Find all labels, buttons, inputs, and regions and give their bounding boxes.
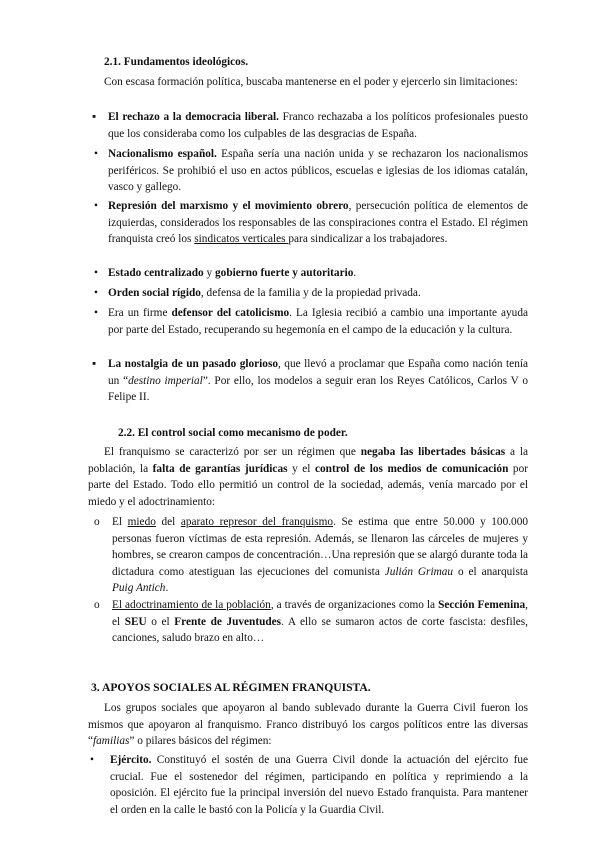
list-item — [94, 597, 528, 647]
list-item — [94, 265, 528, 282]
item-bold: Orden social rígido — [108, 287, 201, 299]
item-bold: El rechazo a la democracia liberal. — [108, 111, 279, 123]
bullet-icon: • — [94, 148, 98, 160]
item-underlined: aparato represor del franquismo — [180, 516, 334, 528]
item-text: Franco rechazaba a los políticos profesionales puesto que los consideraba como los culpables de las desgracias de España. — [108, 111, 528, 140]
para-text: Los grupos sociales que apoyaron al bando sublevado durante la Guerra Civil fueron los mismos que apoyaron al franquismo. Franco distribuyó los cargos políticos entre las diversas “ — [88, 702, 528, 748]
section-2-2-paragraph — [88, 444, 528, 510]
item-bold: Sección Femenina — [438, 599, 526, 611]
item-text-end: ”. Por ello, los modelos a seguir eran los Reyes Católicos, Carlos V o Felipe II. — [108, 374, 529, 404]
item-text: o el — [146, 615, 175, 628]
bullet-icon: • — [94, 267, 98, 279]
item-bold-2: gobierno fuerte y autoritario — [215, 267, 354, 279]
para-bold: control de los medios de comunicación — [315, 462, 509, 475]
item-text: , persecución política de elementos de izquierdas, considerados los responsables de las conspiraciones contra el Estado. El régimen franquista creó los — [108, 200, 528, 246]
item-text: . Se estima que entre 50.000 y 100.000 personas fueron víctimas de esta represión. Además, se llenaron las cárceles de mujeres y hombres, se crearon campos de concentración…Una represión que se alargó durante toda la dictadura como atestiguan las ejecuciones del comunista — [112, 516, 529, 578]
section-3-paragraph — [88, 700, 528, 750]
item-text: . — [165, 582, 169, 595]
item-italic: Julián Grimau — [384, 565, 454, 578]
bullet-icon: • — [90, 754, 94, 766]
item-bold: Frente de Juventudes — [174, 615, 282, 628]
item-text: . La Iglesia recibió a cambio una importante ayuda por parte del Estado, recuperando su hegemonía en el campo de la educación y la cultura. — [108, 307, 528, 336]
item-bold: Represión del marxismo y el movimiento obrero — [108, 200, 349, 212]
item-text-start: Era un firme — [108, 307, 172, 319]
para-text: y el — [287, 462, 316, 475]
item-text: , defensa de la familia y de la propiedad privada. — [200, 287, 421, 299]
para-text: ” o pilares básicos del régimen: — [129, 735, 272, 748]
list-item — [94, 285, 528, 302]
bullet-icon: ▪ — [92, 111, 97, 123]
circle-bullet-icon: o — [94, 599, 100, 611]
circle-bullet-icon: o — [94, 516, 100, 528]
item-text: , que llevó a proclamar que España como nación tenía un “ — [108, 358, 528, 387]
bullet-icon: • — [94, 307, 98, 319]
list-item — [94, 198, 528, 248]
para-text: a la población, la — [88, 446, 528, 475]
item-underlined: sindicatos verticales — [194, 233, 289, 246]
item-text-end: . — [353, 267, 357, 279]
item-text: . A ello se sumaron actos de corte fascista: desfiles, canciones, saludo brazo en alto… — [112, 615, 528, 645]
para-italic: familias — [93, 735, 130, 748]
item-italic: Puig Antich — [112, 582, 166, 595]
bullet-icon: • — [94, 287, 98, 299]
item-italic: destino imperial — [128, 374, 203, 387]
item-bold: Nacionalismo español. — [108, 148, 217, 160]
item-bold: defensor del catolicismo — [171, 307, 290, 319]
section-2-2-title: 2.2. El control social como mecanismo de poder. — [118, 427, 348, 439]
item-text: Constituyó el sostén de una Guerra Civil donde la actuación del ejército fue crucial. Fue el sostenedor del régimen, participando en política y reprimiendo a la oposición. El ejército fue la principal inversión del nuevo Estado franquista. Para mantener el orden en la calle le bastó con la Policía y la Guardia Civil. — [110, 754, 528, 816]
list-item — [94, 305, 528, 338]
section-3-title: 3. APOYOS SOCIALES AL RÉGIMEN FRANQUISTA. — [91, 681, 371, 694]
item-underlined: El adoctrinamiento de la población — [112, 599, 271, 611]
list-item — [92, 109, 528, 142]
para-bold: negaba las libertades básicas — [360, 446, 506, 458]
item-text: y — [206, 267, 216, 279]
item-underlined: miedo — [127, 516, 156, 528]
section-2-1-title: 2.1. Fundamentos ideológicos. — [104, 56, 249, 68]
item-text: El — [112, 516, 128, 528]
list-item — [90, 752, 528, 818]
bullet-icon: • — [94, 200, 98, 212]
list-item — [94, 146, 528, 196]
item-bold: Ejército. — [110, 754, 152, 766]
item-bold: SEU — [124, 615, 147, 628]
para-text: El franquismo se caracterizó por ser un régimen que — [104, 446, 361, 458]
para-bold: falta de garantías jurídicas — [152, 462, 288, 475]
item-text: , a través de organizaciones como la — [270, 599, 439, 611]
item-text: del — [155, 516, 181, 528]
item-text: o el anarquista — [453, 565, 528, 578]
bullet-icon: ▪ — [92, 358, 97, 370]
item-bold: Estado centralizado — [108, 267, 207, 279]
item-text: España sería una nación unida y se rechazaron los nacionalismos periféricos. Se prohibió el uso en actos públicos, escuelas e iglesias de los idiomas catalán, vasco y gallego. — [108, 148, 528, 194]
item-bold: La nostalgia de un pasado glorioso — [108, 358, 278, 370]
list-item — [94, 514, 529, 597]
item-text-end: para sindicalizar a los trabajadores. — [288, 233, 448, 246]
item-text: , el — [112, 599, 528, 628]
para-text: por parte del Estado. Todo ello permitió un control de la sociedad, además, venía marcado por el miedo y el adoctrinamiento: — [88, 462, 528, 508]
section-2-1-intro: Con escasa formación política, buscaba mantenerse en el poder y ejercerlo sin limitaciones: — [104, 76, 518, 88]
list-item — [92, 356, 529, 406]
